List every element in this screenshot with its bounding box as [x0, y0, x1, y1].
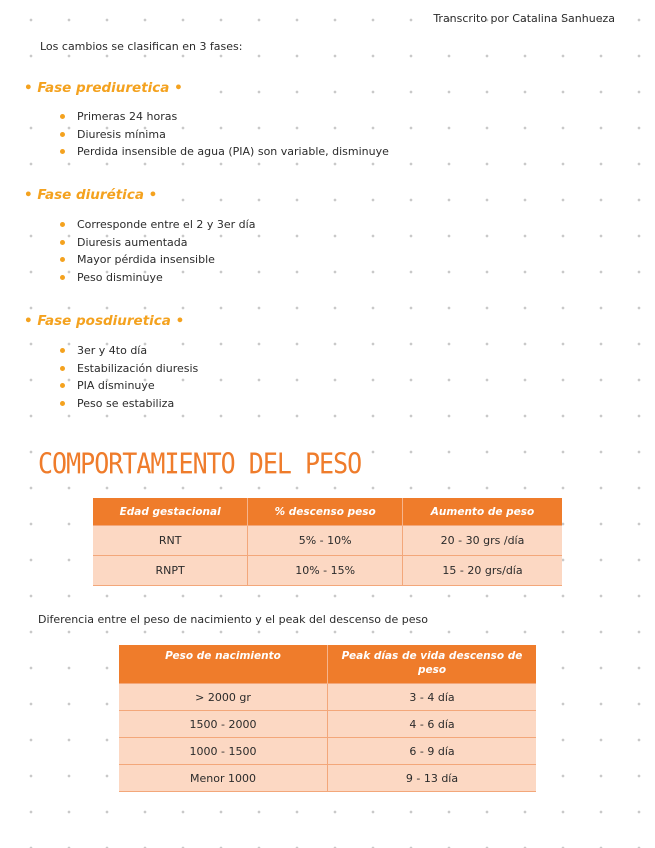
list-item: Peso disminuye — [60, 269, 255, 287]
list-item: PIA disminuye — [60, 377, 198, 395]
table-header-row — [119, 645, 536, 684]
table-cell: 4 - 6 día — [328, 711, 537, 738]
bullet-dot-icon: • — [24, 187, 38, 203]
intro-text: Los cambios se clasifican en 3 fases: — [40, 40, 243, 53]
table-header-cell: Peso de nacimiento — [119, 645, 328, 684]
table-cell: 3 - 4 día — [328, 684, 537, 711]
difference-text: Diferencia entre el peso de nacimiento y el peak del descenso de peso — [38, 613, 428, 626]
phase-list-posdiuretica — [60, 342, 198, 412]
table-cell: 15 - 20 grs/día — [403, 556, 562, 586]
phase-list-diuretica — [60, 216, 255, 286]
list-item: Diuresis mínima — [60, 126, 389, 144]
list-item: Corresponde entre el 2 y 3er día — [60, 216, 255, 234]
list-item: Primeras 24 horas — [60, 108, 389, 126]
table-row — [93, 556, 562, 586]
phase-list-prediuretica — [60, 108, 389, 161]
table-header-row — [93, 498, 562, 526]
table-cell: 9 - 13 día — [328, 765, 537, 792]
table-row — [119, 711, 536, 738]
phase-title-text: Fase diurética — [37, 187, 144, 203]
phase-title-prediuretica — [24, 80, 187, 96]
table-cell: > 2000 gr — [119, 684, 328, 711]
phase-title-text: Fase posdiuretica — [37, 313, 171, 329]
table-row — [119, 684, 536, 711]
table-cell: Menor 1000 — [119, 765, 328, 792]
table-cell: RNPT — [93, 556, 248, 586]
bullet-dot-icon: • — [24, 313, 38, 329]
list-item: Diuresis aumentada — [60, 234, 255, 252]
section-heading: COMPORTAMIENTO DEL PESO — [38, 447, 367, 480]
peak-table — [119, 645, 536, 792]
table-header-cell: Aumento de peso — [403, 498, 562, 526]
table-cell: 10% - 15% — [248, 556, 403, 586]
list-item: 3er y 4to día — [60, 342, 198, 360]
bullet-dot-icon: • — [169, 80, 183, 96]
table-cell: 1000 - 1500 — [119, 738, 328, 765]
table-cell: 5% - 10% — [248, 526, 403, 556]
table-row — [93, 526, 562, 556]
table-header-cell: Peak días de vida descenso de peso — [328, 645, 537, 684]
bullet-dot-icon: • — [24, 80, 38, 96]
table-header-cell: Edad gestacional — [93, 498, 248, 526]
phase-title-posdiuretica — [24, 313, 188, 329]
table-cell: 20 - 30 grs /día — [403, 526, 562, 556]
table-cell: RNT — [93, 526, 248, 556]
phase-title-text: Fase prediuretica — [37, 80, 170, 96]
table-cell: 1500 - 2000 — [119, 711, 328, 738]
bullet-dot-icon: • — [170, 313, 185, 329]
list-item: Estabilización diuresis — [60, 360, 198, 378]
transcriber-credit: Transcrito por Catalina Sanhueza — [433, 12, 615, 25]
phase-title-diuretica — [24, 187, 161, 203]
list-item: Mayor pérdida insensible — [60, 251, 255, 269]
table-header-cell: % descenso peso — [248, 498, 403, 526]
table-cell: 6 - 9 día — [328, 738, 537, 765]
table-row — [119, 765, 536, 792]
list-item: Peso se estabiliza — [60, 395, 198, 413]
bullet-dot-icon: • — [143, 187, 158, 203]
weight-table — [93, 498, 562, 586]
table-row — [119, 738, 536, 765]
list-item: Perdida insensible de agua (PIA) son variable, disminuye — [60, 143, 389, 161]
